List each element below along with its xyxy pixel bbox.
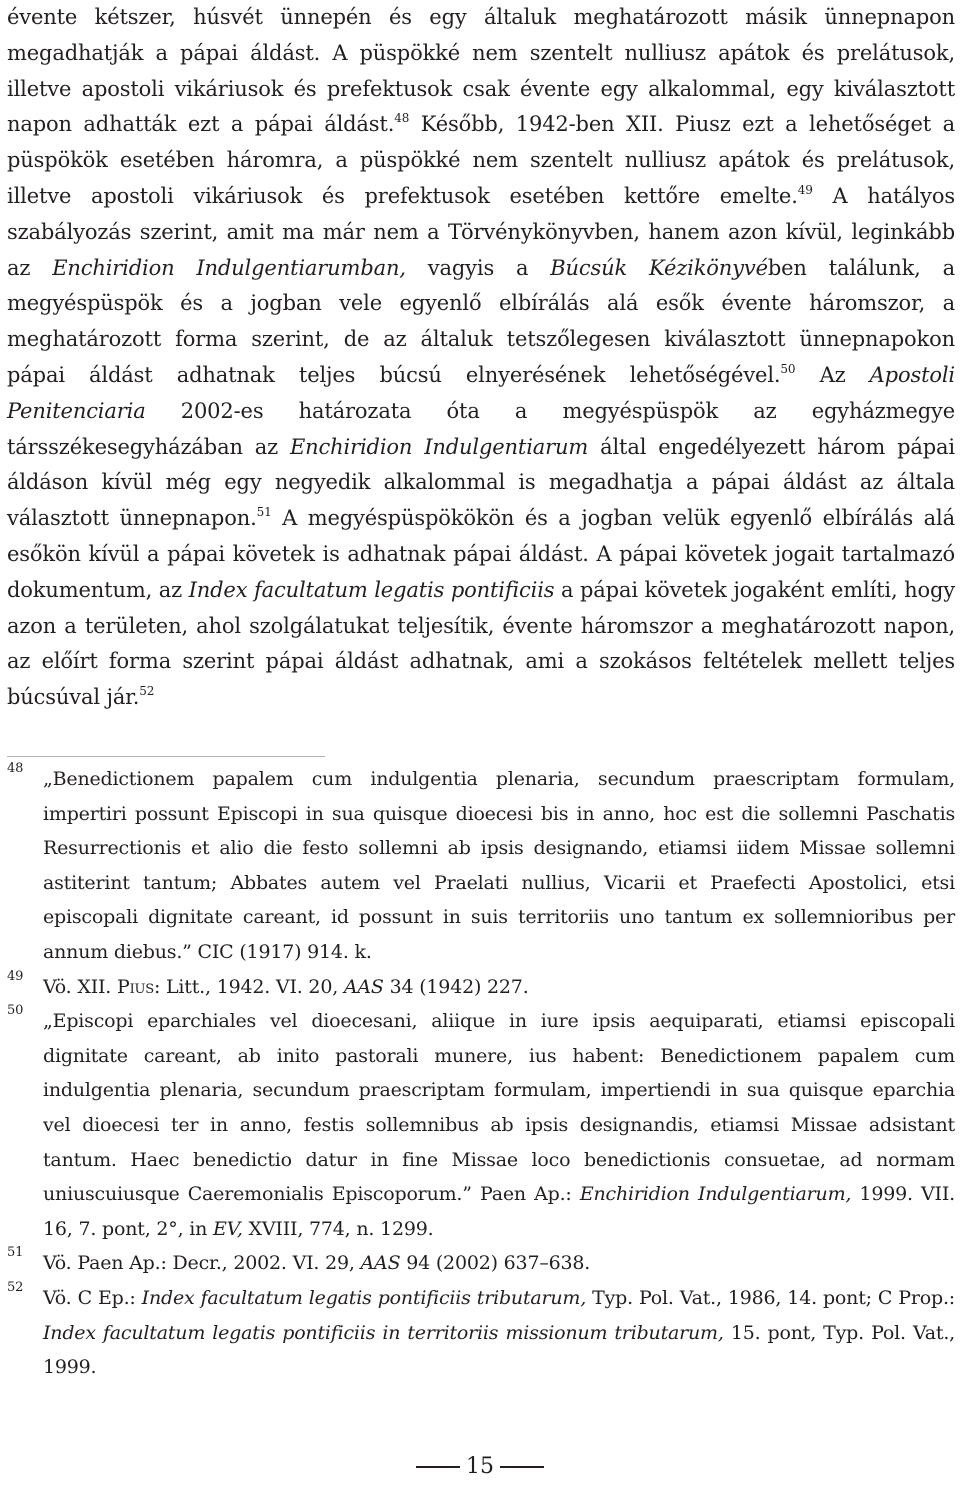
- footnote-ref-50[interactable]: 50: [780, 361, 796, 376]
- footnote-49: [7, 970, 955, 1005]
- footnote-48: [7, 762, 955, 970]
- italic-title: AAS: [360, 1252, 401, 1275]
- italic-title: Enchiridion Indulgentiarum: [289, 434, 589, 459]
- body-paragraph: [7, 0, 955, 716]
- footnote-text: 34 (1942) 227.: [383, 975, 529, 998]
- footnote-50: [7, 1004, 955, 1246]
- italic-title: AAS: [343, 975, 384, 998]
- italic-title: Index facultatum legatis pontificiis: [188, 577, 555, 602]
- footnote-text: Vö. XII.: [43, 975, 117, 998]
- page-number-value: 15: [466, 1454, 494, 1479]
- footnote-text: Vö. Paen Ap.: Decr., 2002. VI. 29,: [43, 1252, 361, 1275]
- footnote-text: 15. pont, Typ. Pol. Vat., 1999.: [43, 1321, 955, 1379]
- text-run: Az: [795, 362, 870, 387]
- footnote-52: [7, 1281, 955, 1385]
- italic-title: Enchiridion Indulgentiarumban,: [52, 255, 406, 280]
- footnote-51: [7, 1246, 955, 1281]
- footnote-text: „Benedictionem papalem cum indulgentia plenaria, secundum praescriptam formulam, impertiri possunt Episcopi in sua quisque dioecesi bis in anno, hoc est die sollemni Paschatis Resurrectionis et alio die festo sollemni ab ipsis designando, etiamsi iidem Missae sollemni astiterint tantum; Abbates autem vel Praelati nullius, Vicarii et Praefecti Apostolici, etsi episcopali dignitate careant, id possunt in suis territoriis uno tantum ex sollemnioribus per annum diebus.” CIC (1917) 914. k.: [43, 768, 955, 963]
- footnote-separator: [7, 756, 325, 757]
- footnote-ref-48[interactable]: 48: [394, 111, 410, 126]
- main-text: [7, 0, 955, 716]
- italic-title: EV,: [213, 1217, 243, 1240]
- text-run: által engedélyezett három pápai áldáson kívül még egy negyedik alkalommal is megadhatja a pápai áldást az általa választott ünnepnapon.: [7, 434, 955, 531]
- page-number: [0, 1452, 960, 1482]
- footnote-ref-51[interactable]: 51: [256, 505, 272, 520]
- text-run: Később, 1942-ben XII. Piusz ezt a lehetőséget a püspökök esetében háromra, a püspökké nem szentelt nulliusz apátok és prelátusok, illetve apostoli vikáriusok és prefektusok esetében kettőre emelte.: [7, 112, 955, 208]
- italic-title: Búcsúk Kézikönyvé: [550, 255, 768, 280]
- text-run: évente kétszer, húsvét ünnepén és egy általuk meghatározott másik ünnepnapon megadhatják a pápai áldást. A püspökké nem szentelt nulliusz apátok és prelátusok, illetve apostoli vikáriusok és prefektusok csak évente egy alkalommal, egy kiválasztott napon adhatták ezt a pápai áldást.: [7, 5, 955, 137]
- footnote-text: „Episcopi eparchiales vel dioecesani, aliique in iure ipsis aequiparati, etiamsi episcopali dignitate careant, ab inito pastorali munere, ius habent: Benedictionem papalem cum indulgentia plenaria, secundum praescriptam formulam, impertiendi in sua quisque eparchia vel dioecesi ter in anno, festis sollemnibus ab ipsis designandis, etiamsi Missae adsistant tantum. Haec benedictio datur in fine Missae loco benedictionis consuetae, ad normam uniuscuiusque Caeremonialis Episcoporum.” Paen Ap.:: [43, 1010, 955, 1206]
- text-run: ben találunk, a megyéspüspök és a jogban vele egyenlő elbírálás alá esők évente háromszor, a meghatározott forma szerint, de az általuk tetszőlegesen kiválasztott ünnepnapokon pápai áldást adhatnak teljes búcsú elnyerésének lehetőségével.: [7, 255, 955, 387]
- author-name: Pius: [116, 975, 154, 998]
- page-number-dash-left: [416, 1466, 460, 1468]
- text-run: 2002-es határozata óta a megyéspüspök az egyházmegye társszékesegyházában az: [7, 398, 955, 459]
- footnote-number: 51: [7, 1245, 24, 1261]
- footnote-text: 1999. VII. 16, 7. pont, 2°, in: [43, 1183, 955, 1240]
- footnote-text: Typ. Pol. Vat., 1986, 14. pont; C Prop.:: [586, 1286, 955, 1309]
- footnote-text: : Litt., 1942. VI. 20,: [153, 975, 344, 998]
- italic-title: Enchiridion Indulgentiarum,: [579, 1183, 852, 1206]
- italic-title: Apostoli Penitenciaria: [7, 362, 955, 423]
- italic-title: Index facultatum legatis pontificiis tributarum,: [141, 1286, 587, 1309]
- text-run: a pápai követek jogaként említi, hogy azon a területen, ahol szolgálatukat teljesítik, évente háromszor a meghatározott napon, az előírt forma szerint pápai áldást adhatnak, ami a szokásos feltételek mellett teljes búcsúval jár.: [7, 577, 955, 710]
- text-run: A megyéspüspökökön és a jogban velük egyenlő elbírálás alá esőkön kívül a pápai követek is adhatnak pápai áldást. A pápai követek jogait tartalmazó dokumentum, az: [7, 506, 955, 602]
- italic-title: Index facultatum legatis pontificiis in territoriis missionum tributarum,: [43, 1321, 724, 1344]
- footnote-text: XVIII, 774, n. 1299.: [242, 1217, 434, 1240]
- text-run: vagyis a: [405, 255, 551, 280]
- footnote-ref-49[interactable]: 49: [797, 182, 813, 197]
- footnote-text: Vö. C Ep.:: [43, 1286, 142, 1309]
- footnote-number: 49: [7, 968, 24, 984]
- text-run: A hatályos szabályozás szerint, amit ma már nem a Törvénykönyvben, hanem azon kívül, leginkább az: [7, 183, 956, 280]
- page-number-dash-right: [500, 1466, 544, 1468]
- footnote-ref-52[interactable]: 52: [139, 684, 155, 699]
- footnote-number: 48: [7, 761, 24, 776]
- footnote-number: 50: [7, 1003, 24, 1019]
- footnotes: [7, 762, 955, 1385]
- footnote-number: 52: [7, 1279, 24, 1295]
- footnote-text: 94 (2002) 637–638.: [400, 1252, 591, 1275]
